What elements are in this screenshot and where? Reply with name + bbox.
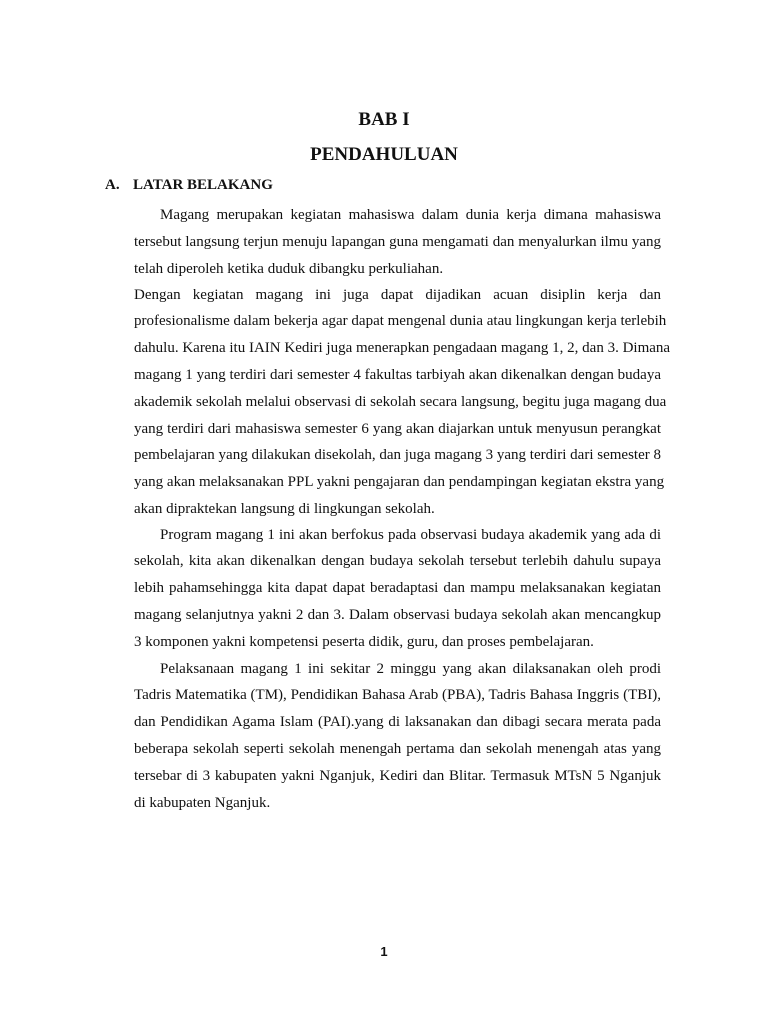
body-line: Program magang 1 ini akan berfokus pada observasi budaya akademik yang ada di: [160, 527, 661, 543]
body-line: akademik sekolah melalui observasi di sekolah secara langsung, begitu juga magang dua: [134, 394, 667, 410]
body-line: lebih pahamsehingga kita dapat dapat beradaptasi dan mampu melaksanakan kegiatan: [134, 580, 661, 596]
body-line: Pelaksanaan magang 1 ini sekitar 2 minggu yang akan dilaksanakan oleh prodi: [160, 661, 661, 677]
body-line: Dengan kegiatan magang ini juga dapat dijadikan acuan disiplin kerja dan: [134, 287, 661, 303]
body-line: telah diperoleh ketika duduk dibangku perkuliahan.: [134, 261, 444, 277]
body-line: dan Pendidikan Agama Islam (PAI).yang di laksanakan dan dibagi secara merata pada: [134, 714, 661, 730]
body-line: magang 1 yang terdiri dari semester 4 fakultas tarbiyah akan dikenalkan dengan budaya: [134, 367, 661, 383]
body-line: 3 komponen yakni kompetensi peserta didik, guru, dan proses pembelajaran.: [134, 634, 594, 650]
body-line: tersebar di 3 kabupaten yakni Nganjuk, Kediri dan Blitar. Termasuk MTsN 5 Nganjuk: [134, 768, 661, 784]
page-number: 1: [380, 944, 388, 959]
section-number: A.: [105, 177, 120, 193]
body-line: pembelajaran yang dilakukan disekolah, dan juga magang 3 yang terdiri dari semester 8: [134, 447, 661, 463]
body-line: Tadris Matematika (TM), Pendidikan Bahasa Arab (PBA), Tadris Bahasa Inggris (TBI),: [134, 687, 661, 703]
body-line: Magang merupakan kegiatan mahasiswa dalam dunia kerja dimana mahasiswa: [160, 207, 661, 223]
body-line: akan dipraktekan langsung di lingkungan sekolah.: [134, 501, 435, 517]
body-line: yang akan melaksanakan PPL yakni pengajaran dan pendampingan kegiatan ekstra yang: [134, 474, 665, 490]
section-title: LATAR BELAKANG: [133, 177, 273, 193]
body-line: dahulu. Karena itu IAIN Kediri juga menerapkan pengadaan magang 1, 2, dan 3. Dimana: [134, 340, 671, 356]
body-line: tersebut langsung terjun menuju lapangan guna mengamati dan menyalurkan ilmu yang: [134, 234, 661, 250]
chapter-label: BAB I: [358, 109, 410, 130]
body-line: di kabupaten Nganjuk.: [134, 795, 271, 811]
chapter-title: PENDAHULUAN: [310, 144, 458, 165]
body-line: yang terdiri dari mahasiswa semester 6 yang akan diajarkan untuk menyusun perangkat: [134, 421, 661, 437]
body-line: profesionalisme dalam bekerja agar dapat mengenal dunia atau lingkungan kerja terlebih: [134, 313, 667, 329]
body-line: sekolah, kita akan dikenalkan dengan budaya sekolah tersebut terlebih dahulu supaya: [134, 553, 661, 569]
section-heading: [105, 177, 273, 194]
body-line: magang selanjutnya yakni 2 dan 3. Dalam observasi budaya sekolah akan mencangkup: [134, 607, 661, 623]
body-line: beberapa sekolah seperti sekolah menengah pertama dan sekolah menengah atas yang: [134, 741, 661, 757]
